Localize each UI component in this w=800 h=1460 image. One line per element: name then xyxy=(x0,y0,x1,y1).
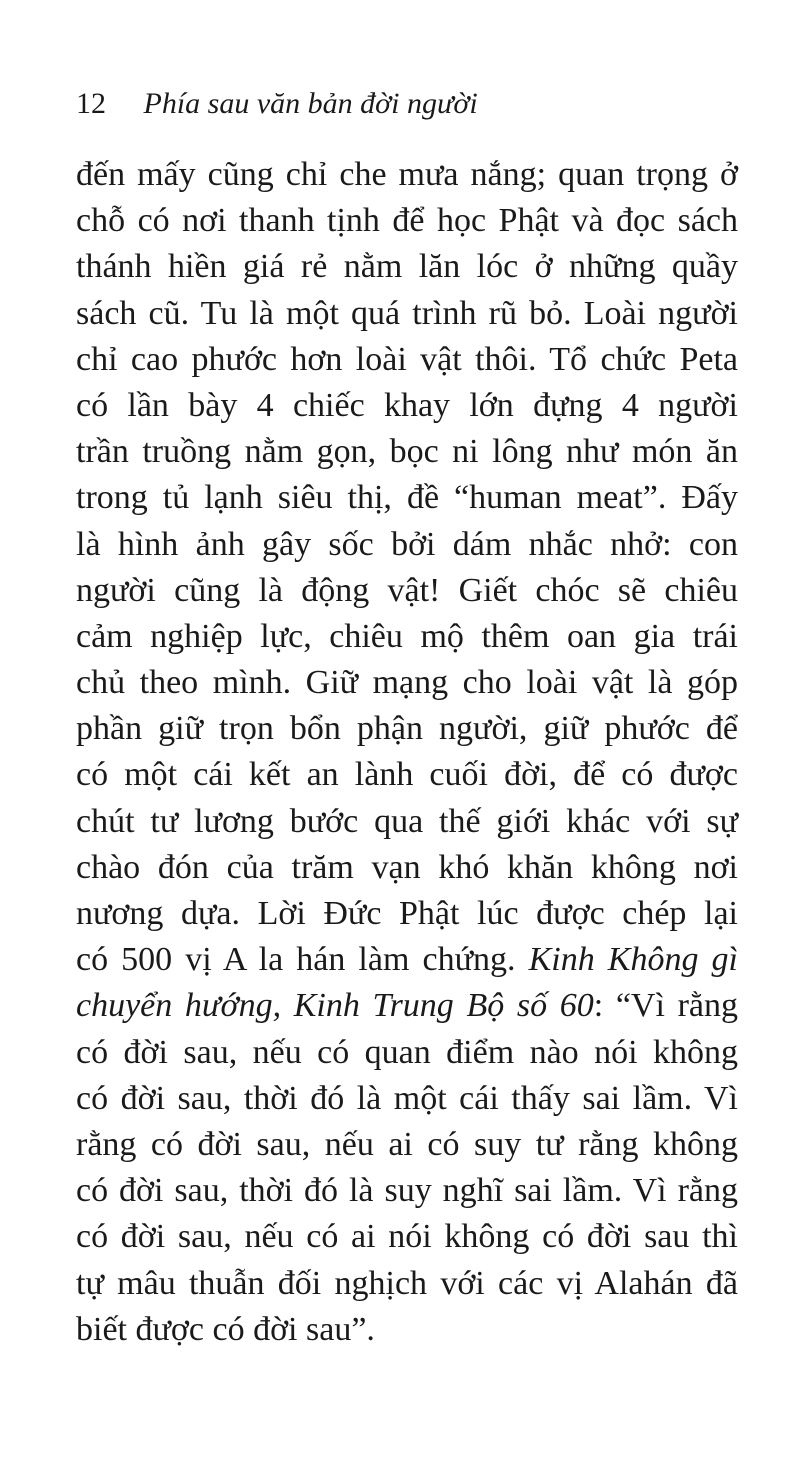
citation-lead-in: có 500 vị A la hán làm chứng. xyxy=(76,941,529,979)
text-line: chỉ cao phước hơn loài vật thôi. Tổ chức Peta xyxy=(76,340,738,378)
quotation-start: : “Vì rằng xyxy=(593,987,738,1025)
text-line: chào đón của trăm vạn khó khăn không nơi xyxy=(76,848,738,886)
text-line: chút tư lương bước qua thế giới khác với sự xyxy=(76,802,738,840)
body-text xyxy=(76,152,738,1353)
sutra-title-part-1: Kinh Không gì xyxy=(528,941,738,979)
text-line: chỗ có nơi thanh tịnh để học Phật và đọc sách xyxy=(76,202,738,240)
text-line: người cũng là động vật! Giết chóc sẽ chiêu xyxy=(76,571,738,609)
running-header xyxy=(76,84,478,124)
text-line: chủ theo mình. Giữ mạng cho loài vật là góp xyxy=(76,664,738,702)
text-line: tự mâu thuẫn đối nghịch với các vị Alahán đã xyxy=(76,1264,738,1302)
text-line: có đời sau, nếu có quan điểm nào nói không xyxy=(76,1033,738,1071)
text-line: trong tủ lạnh siêu thị, đề “human meat”. Đấy xyxy=(76,479,738,517)
text-line-last: biết được có đời sau”. xyxy=(76,1310,375,1348)
text-line: có đời sau, nếu có ai nói không có đời sau thì xyxy=(76,1218,738,1256)
text-line-with-citation xyxy=(76,983,738,1029)
text-line: là hình ảnh gây sốc bởi dám nhắc nhở: con xyxy=(76,525,738,563)
text-line: có lần bày 4 chiếc khay lớn đựng 4 người xyxy=(76,386,738,424)
text-line: phần giữ trọn bổn phận người, giữ phước để xyxy=(76,710,738,748)
text-line: có một cái kết an lành cuối đời, để có được xyxy=(76,756,738,794)
text-line: đến mấy cũng chỉ che mưa nắng; quan trọng ở xyxy=(76,156,738,193)
sutra-title-part-2: chuyển hướng, Kinh Trung Bộ số 60 xyxy=(76,987,594,1025)
text-line: nương dựa. Lời Đức Phật lúc được chép lại xyxy=(76,895,738,932)
book-title: Phía sau văn bản đời người xyxy=(143,87,478,120)
text-line: sách cũ. Tu là một quá trình rũ bỏ. Loài người xyxy=(76,294,738,332)
text-line: có đời sau, thời đó là suy nghĩ sai lầm. Vì rằng xyxy=(76,1172,738,1210)
text-line: có đời sau, thời đó là một cái thấy sai lầm. Vì xyxy=(76,1079,738,1117)
text-line-with-citation xyxy=(76,937,738,983)
text-line: cảm nghiệp lực, chiêu mộ thêm oan gia trái xyxy=(76,617,738,655)
text-line: rằng có đời sau, nếu ai có suy tư rằng không xyxy=(76,1125,738,1163)
text-line: trần truồng nằm gọn, bọc ni lông như món ăn xyxy=(76,433,738,471)
text-line: thánh hiền giá rẻ nằm lăn lóc ở những quầy xyxy=(76,248,738,286)
page-number: 12 xyxy=(76,87,106,120)
